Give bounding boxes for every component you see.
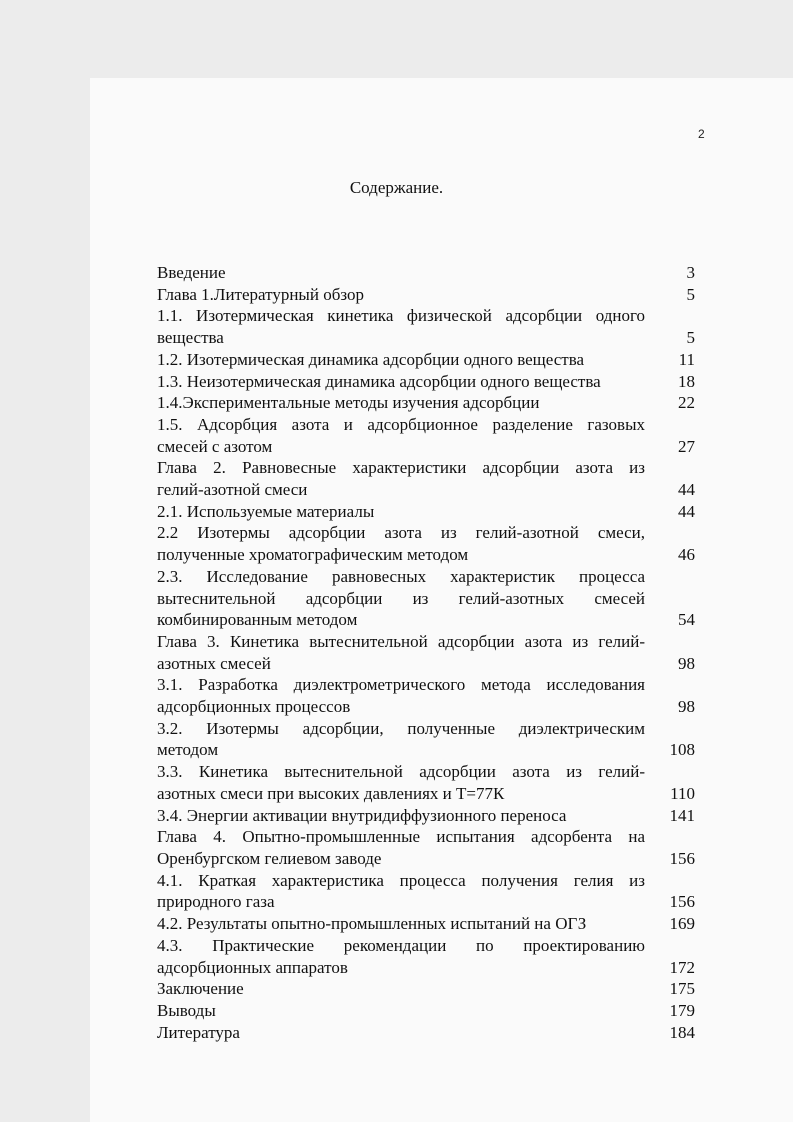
toc-entry <box>157 674 695 717</box>
toc-entry-title <box>157 761 645 804</box>
page-title: Содержание. <box>349 178 444 197</box>
toc-entry-title <box>157 457 645 500</box>
toc-entry-page: 98 <box>678 697 695 717</box>
toc-entry-line: Заключение <box>157 979 244 999</box>
toc-entry-line: адсорбционных аппаратов <box>157 957 348 977</box>
toc-entry-line: азотных смесей <box>157 653 271 673</box>
toc-entry-line: 1.4.Экспериментальные методы изучения адсорбции <box>157 393 540 413</box>
toc-entry-line: Глава 3. Кинетика вытеснительной адсорбции азота из гелий- <box>157 631 645 651</box>
toc-entry <box>157 392 695 414</box>
toc-entry-title <box>157 935 645 978</box>
toc-entry-line: 4.3. Практические рекомендации по проектированию <box>157 935 645 955</box>
toc-entry-line: Оренбургском гелиевом заводе <box>157 848 382 868</box>
toc-entry-line: 2.2 Изотермы адсорбции азота из гелий-азотной смеси, <box>157 523 645 543</box>
toc-entry-page: 54 <box>678 610 695 630</box>
toc-entry-page: 44 <box>678 480 695 500</box>
toc-entry-title <box>157 826 645 869</box>
toc-entry-line: Выводы <box>157 1000 216 1020</box>
toc-entry <box>157 935 695 978</box>
toc-entry <box>157 1022 695 1044</box>
toc-entry <box>157 566 695 631</box>
toc-entry <box>157 522 695 565</box>
toc-entry <box>157 870 695 913</box>
toc-entry-line: 4.2. Результаты опытно-промышленных испытаний на ОГЗ <box>157 914 587 934</box>
toc-entry-line: 3.1. Разработка диэлектрометрического метода исследования <box>157 675 645 695</box>
toc-entry <box>157 826 695 869</box>
toc-entry <box>157 805 695 827</box>
toc-entry-page: 44 <box>678 501 695 521</box>
toc-entry <box>157 349 695 371</box>
toc-entry-page: 3 <box>686 263 695 282</box>
table-of-contents <box>157 262 695 1043</box>
toc-entry <box>157 761 695 804</box>
toc-entry-title <box>157 566 645 631</box>
toc-entry-page: 108 <box>669 740 695 760</box>
toc-entry <box>157 371 695 393</box>
toc-entry-line: 1.1. Изотермическая кинетика физической адсорбции одного <box>157 306 645 326</box>
toc-entry-line: азотных смеси при высоких давлениях и Т=77К <box>157 783 505 803</box>
toc-entry-line: вытеснительной адсорбции из гелий-азотных смесей <box>157 588 645 608</box>
toc-entry-title <box>157 805 645 827</box>
toc-entry-title <box>157 262 645 284</box>
toc-entry-title <box>157 501 645 523</box>
toc-entry <box>157 284 695 306</box>
toc-entry-title <box>157 870 645 913</box>
toc-entry-title <box>157 718 645 761</box>
toc-entry-title <box>157 978 645 1000</box>
toc-entry-line: 1.3. Неизотермическая динамика адсорбции одного вещества <box>157 371 601 391</box>
toc-entry-page: 184 <box>669 1022 695 1042</box>
toc-entry-page: 5 <box>686 328 695 348</box>
toc-entry-title <box>157 371 645 393</box>
toc-entry-page: 11 <box>678 349 695 369</box>
toc-entry-line: комбинированным методом <box>157 610 358 630</box>
toc-entry <box>157 501 695 523</box>
toc-entry-page: 172 <box>669 957 695 977</box>
toc-entry-line: Глава 4. Опытно-промышленные испытания адсорбента на <box>157 827 645 847</box>
toc-entry-line: вещества <box>157 328 224 348</box>
toc-entry-page: 98 <box>678 653 695 673</box>
toc-entry-line: гелий-азотной смеси <box>157 480 308 500</box>
toc-entry-line: Глава 1.Литературный обзор <box>157 284 364 304</box>
toc-entry-page: 18 <box>678 371 695 391</box>
toc-entry <box>157 1000 695 1022</box>
toc-entry-line: 2.3. Исследование равновесных характеристик процесса <box>157 566 645 586</box>
toc-entry-title <box>157 1000 645 1022</box>
toc-entry-line: 3.4. Энергии активации внутридиффузионного переноса <box>157 805 567 825</box>
toc-entry-title <box>157 674 645 717</box>
toc-entry-page: 179 <box>669 1000 695 1020</box>
toc-entry-line: природного газа <box>157 892 275 912</box>
toc-entry-line: 3.3. Кинетика вытеснительной адсорбции азота из гелий- <box>157 762 645 782</box>
toc-entry-page: 156 <box>669 892 695 912</box>
toc-entry-page: 110 <box>670 783 695 803</box>
toc-entry <box>157 718 695 761</box>
toc-entry-line: 1.5. Адсорбция азота и адсорбционное разделение газовых <box>157 414 645 434</box>
toc-entry <box>157 414 695 457</box>
toc-entry-page: 141 <box>669 805 695 825</box>
toc-entry-line: методом <box>157 740 219 760</box>
toc-entry <box>157 262 695 284</box>
toc-entry-page: 27 <box>678 436 695 456</box>
toc-entry-title <box>157 305 645 348</box>
toc-entry-title <box>157 392 645 414</box>
toc-entry-title <box>157 522 645 565</box>
toc-entry-title <box>157 414 645 457</box>
toc-entry <box>157 457 695 500</box>
toc-entry-page: 175 <box>669 979 695 999</box>
toc-entry-line: полученные хроматографическим методом <box>157 545 469 565</box>
toc-entry-line: Литература <box>157 1022 240 1042</box>
toc-entry-line: 3.2. Изотермы адсорбции, полученные диэлектрическим <box>157 718 645 738</box>
toc-entry-page: 169 <box>669 914 695 934</box>
toc-entry-line: 2.1. Используемые материалы <box>157 501 375 521</box>
toc-entry <box>157 631 695 674</box>
toc-entry-page: 156 <box>669 848 695 868</box>
toc-entry-line: Глава 2. Равновесные характеристики адсорбции азота из <box>157 458 645 478</box>
toc-entry-line: 4.1. Краткая характеристика процесса получения гелия из <box>157 870 645 890</box>
toc-entry-title <box>157 349 645 371</box>
toc-entry <box>157 913 695 935</box>
toc-entry-page: 22 <box>678 393 695 413</box>
toc-entry-title <box>157 284 645 306</box>
toc-entry-title <box>157 631 645 674</box>
toc-entry-line: Введение <box>157 263 226 282</box>
toc-entry-page: 46 <box>678 545 695 565</box>
toc-entry-title <box>157 913 645 935</box>
toc-entry <box>157 978 695 1000</box>
page-number: 2 <box>698 127 705 141</box>
toc-entry-title <box>157 1022 645 1044</box>
toc-entry-line: адсорбционных процессов <box>157 697 351 717</box>
toc-entry-line: 1.2. Изотермическая динамика адсорбции одного вещества <box>157 349 585 369</box>
toc-entry-line: смесей с азотом <box>157 436 273 456</box>
toc-entry-page: 5 <box>686 284 695 304</box>
toc-entry <box>157 305 695 348</box>
